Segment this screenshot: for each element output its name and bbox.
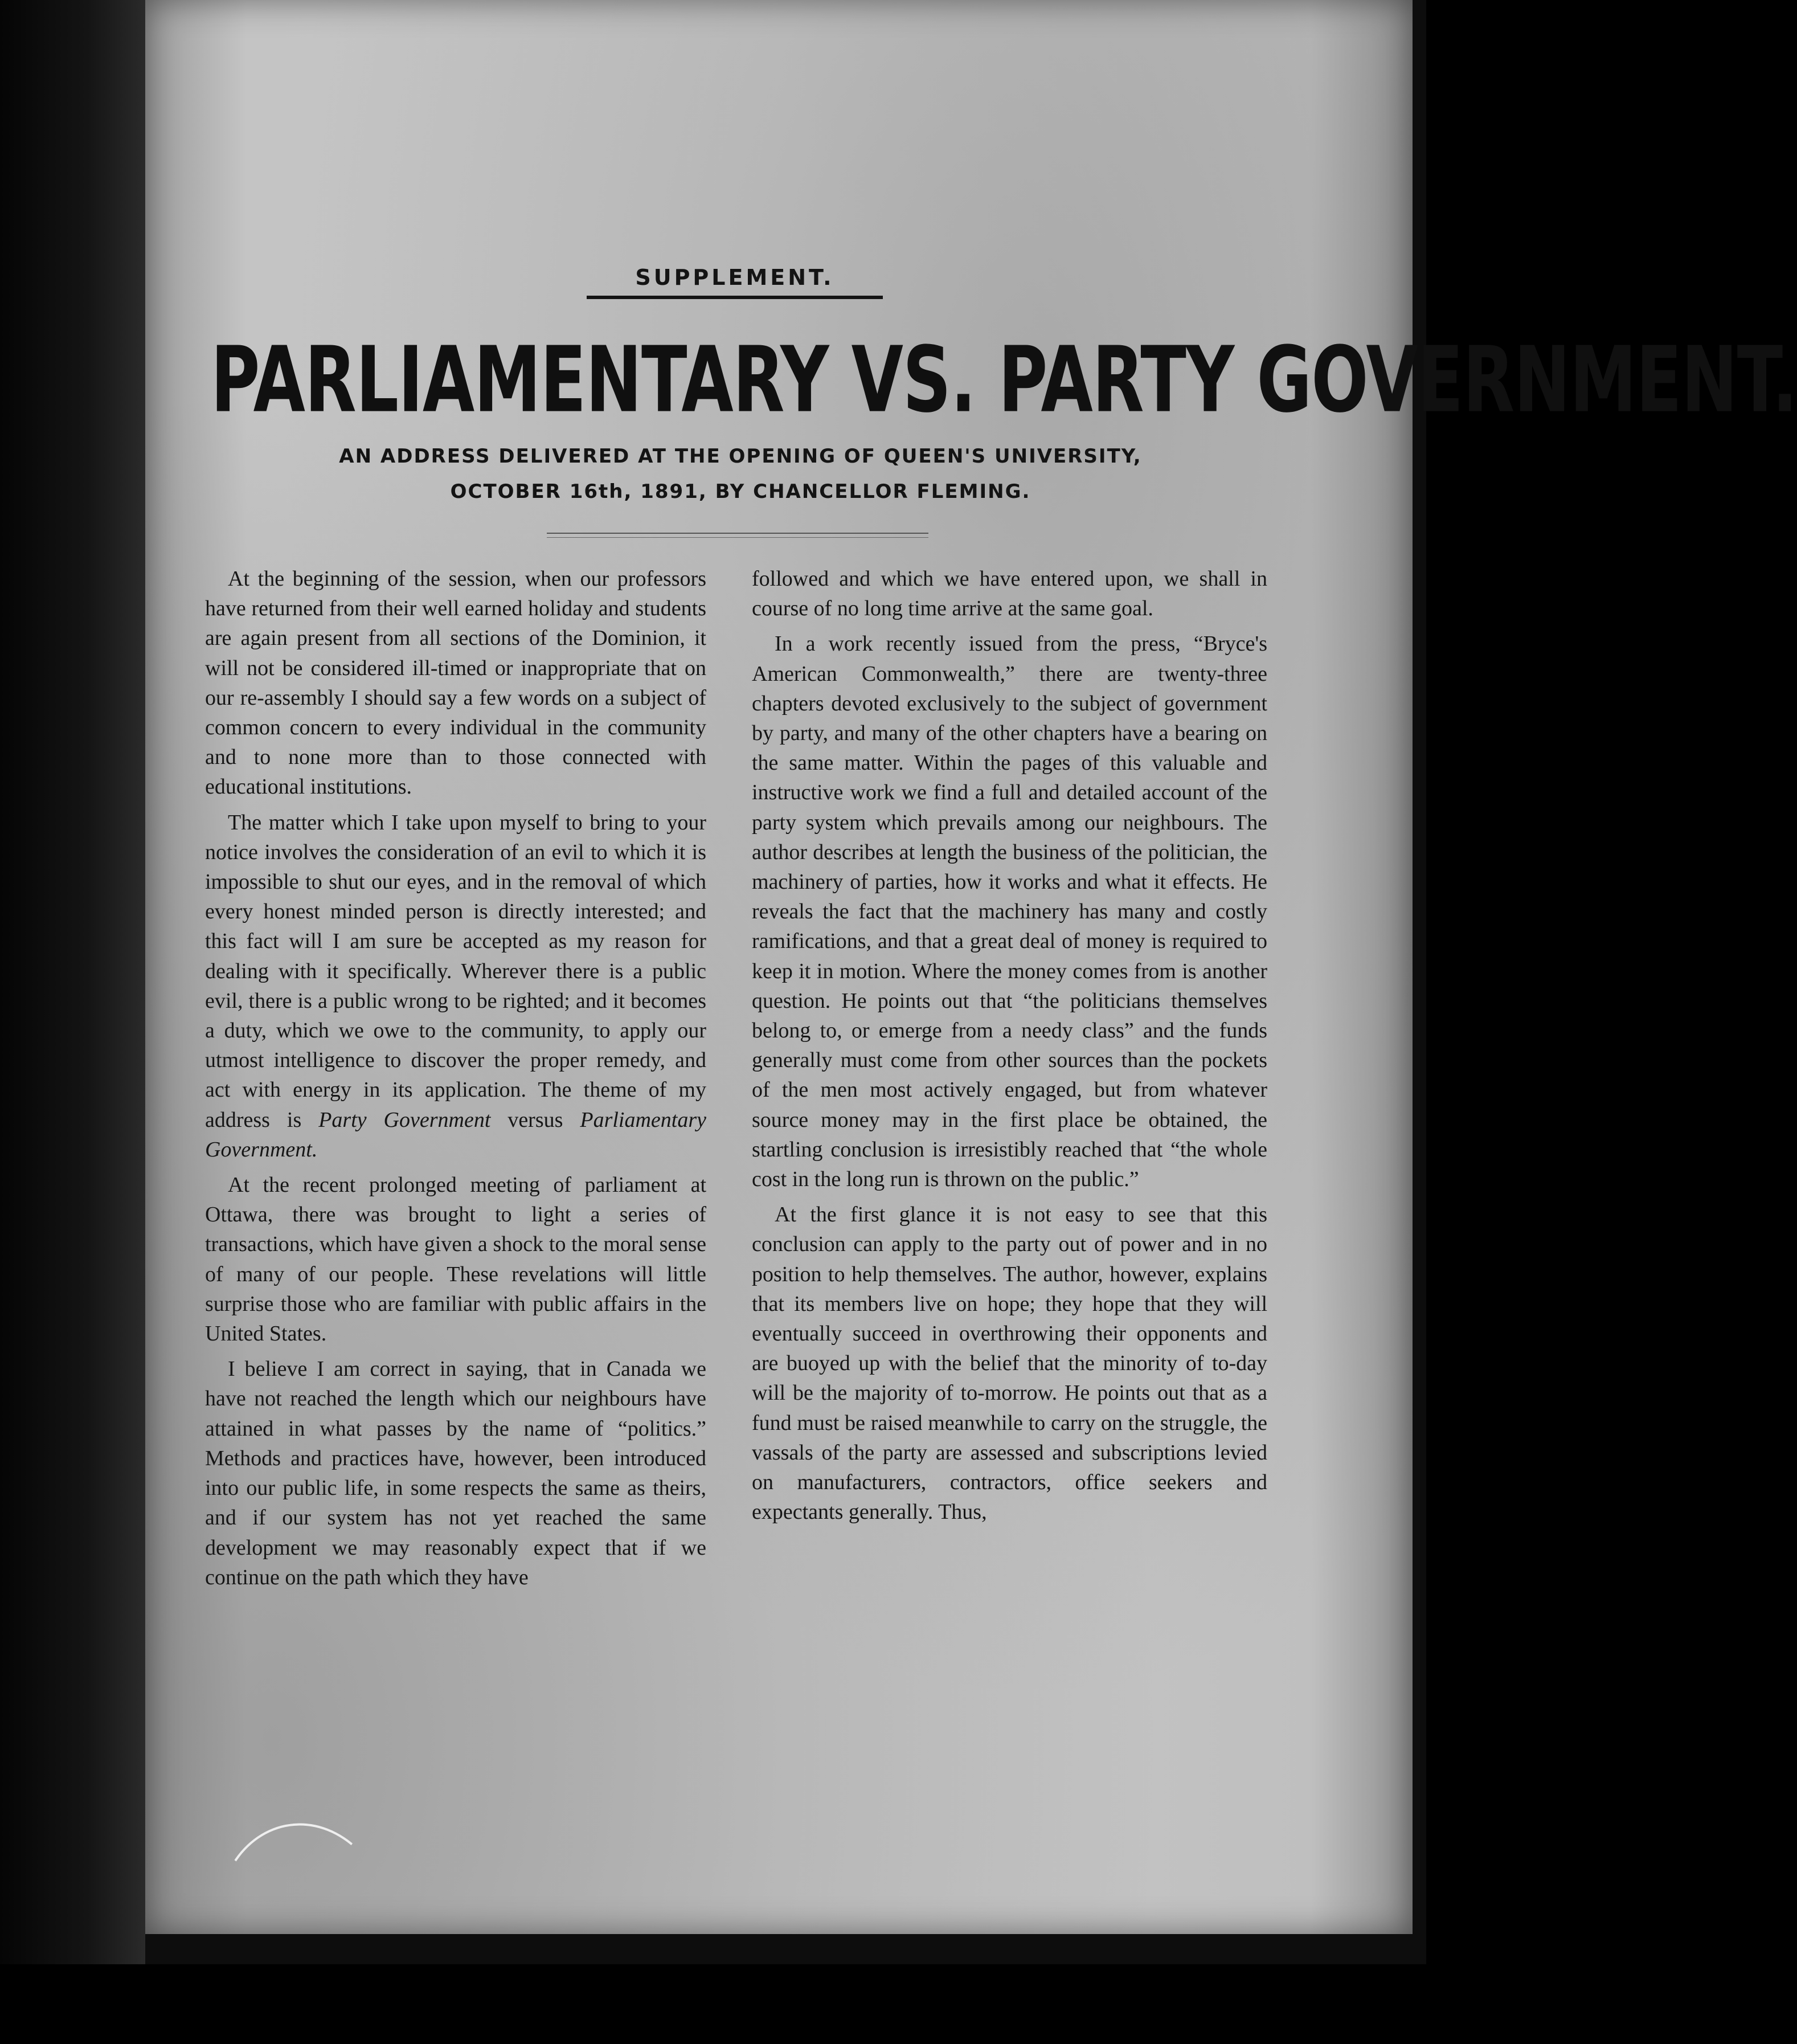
paragraph: In a work recently issued from the press, “Bryce's American Commonwealth,” there are twenty-three chapters devoted exclusively to the subject of government by party, and many of the other chapters have a bearing on the same matter. Within the pages of this valuable and instructive work we find a full and detailed account of the party system which prevails among our neighbours. The author describes at length the business of the politician, the machinery of parties, how it works and what it effects. He reveals the fact that the machinery has many and costly ramifications, and that a great deal of money is required to keep it in motion. Where the money comes from is another question. He points out that “the politicians themselves belong to, or emerge from a needy class” and the funds generally must come from other sources than the pockets of the men most actively engaged, but from whatever source money may in the first place be obtained, the startling conclusion is irresistibly reached that “the whole cost in the long run is thrown on the public.” (752, 632, 1267, 1192)
paragraph: At the first glance it is not easy to see that this conclusion can apply to the party out of power and in no position to help themselves. The author, however, explains that its members live on hope; they hope that they will eventually succeed in overthrowing their opponents and are buoyed up with the belief that the minority of to-day will be the majority of to-morrow. He points out that as a fund must be raised meanwhile to carry on the struggle, the vassals of the party are assessed and subscriptions levied on manufacturers, contractors, office seekers and expectants generally. Thus, (752, 1203, 1267, 1524)
subtitle-line-2: OCTOBER 16th, 1891, BY CHANCELLOR FLEMING. (450, 480, 1031, 503)
right-column (752, 564, 1267, 1533)
paragraph: At the beginning of the session, when our professors have returned from their well earned holiday and students are again present from all sections of the Dominion, it will not be considered ill-timed or inappropriate that on our re-assembly I should say a few words on a subject of common concern to every individual in the community and to none more than to those connected with educational institutions. (205, 567, 706, 799)
paragraph-text: The matter which I take upon myself to bring to your notice involves the consideration of an evil to which it is impossible to shut our eyes, and in the removal of which every honest minded person is directly interested; and this fact will I am sure be accepted as my reason for dealing with it specifically. Wherever there is a public evil, there is a public wrong to be righted; and it becomes a duty, which we owe to the community, to apply our utmost intelligence to discover the proper remedy, and act with energy in its application. The theme of my address is (205, 810, 706, 1132)
divider-rule (547, 533, 928, 534)
connective-word: versus (507, 1107, 563, 1132)
subtitle-line-1: AN ADDRESS DELIVERED AT THE OPENING OF QUEEN'S UNIVERSITY, (339, 445, 1142, 468)
page-title: PARLIAMENTARY VS. PARTY GOVERNMENT. (211, 326, 1797, 433)
supplement-heading: SUPPLEMENT. (587, 265, 883, 299)
paragraph: At the recent prolonged meeting of parliament at Ottawa, there was brought to light a series of transactions, which have given a shock to the moral sense of many of our people. These revelations will little surprise those who are familiar with public affairs in the United States. (205, 1173, 706, 1346)
paragraph: I believe I am correct in saying, that in Canada we have not reached the length which our neighbours have attained in what passes by the name of “politics.” Methods and practices have, however, been introduced into our public life, in some respects the same as theirs, and if our system has not yet reached the same development we may reasonably expect that if we continue on the path which they have (205, 1357, 706, 1589)
subtitle (188, 439, 1293, 509)
italic-phrase: Party Government (318, 1107, 491, 1132)
paragraph (205, 808, 706, 1164)
binding-shadow (0, 0, 145, 1964)
italic-phrase: Parliamentary Government. (205, 1107, 706, 1162)
left-column (205, 564, 706, 1598)
divider-rule-thin (547, 537, 928, 538)
paragraph: followed and which we have entered upon, we shall in course of no long time arrive at the same goal. (752, 567, 1267, 621)
